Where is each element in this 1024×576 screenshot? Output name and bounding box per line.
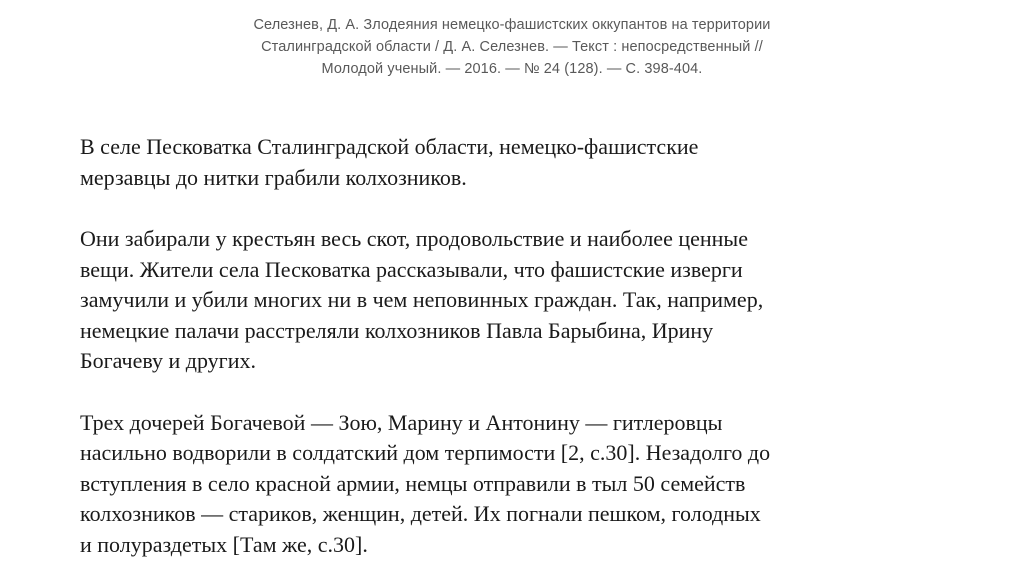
paragraph-1: [80, 132, 980, 193]
citation-line: Молодой ученый. — 2016. — № 24 (128). — С. 398-404.: [321, 61, 703, 77]
text-line: замучили и убили многих ни в чем неповинных граждан. Так, например,: [80, 287, 764, 312]
citation-line: Селезнев, Д. А. Злодеяния немецко-фашистских оккупантов на территории: [253, 17, 771, 33]
text-line: немецкие палачи расстреляли колхозников Павла Барыбина, Ирину: [80, 317, 714, 343]
paragraph-gap: [80, 193, 980, 224]
citation-line: Сталинградской области / Д. А. Селезнев. — Текст : непосредственный //: [261, 39, 763, 55]
text-line: насильно водворили в солдатский дом терпимости [2, с.30]. Незадолго до: [80, 440, 771, 465]
text-line: колхозников — стариков, женщин, детей. Их погнали пешком, голодных: [80, 501, 761, 526]
body-text: [80, 132, 980, 560]
text-line: Богачеву и других.: [80, 348, 256, 373]
paragraph-2: [80, 224, 980, 377]
paragraph-gap: [80, 377, 980, 408]
citation-header: [0, 14, 1024, 80]
text-line: Они забирали у крестьян весь скот, продовольствие и наиболее ценные: [80, 226, 748, 251]
text-line: и полураздетых [Там же, с.30].: [80, 531, 368, 557]
text-line: Трех дочерей Богачевой — Зою, Марину и Антонину — гитлеровцы: [80, 409, 723, 435]
text-line: вступления в село красной армии, немцы отправили в тыл 50 семейств: [80, 470, 746, 496]
text-line: В селе Песковатка Сталинградской области, немецко-фашистские: [80, 134, 699, 159]
paragraph-3: [80, 408, 980, 561]
text-line: вещи. Жители села Песковатка рассказывали, что фашистские изверги: [80, 256, 743, 282]
text-line: мерзавцы до нитки грабили колхозников.: [80, 164, 467, 190]
